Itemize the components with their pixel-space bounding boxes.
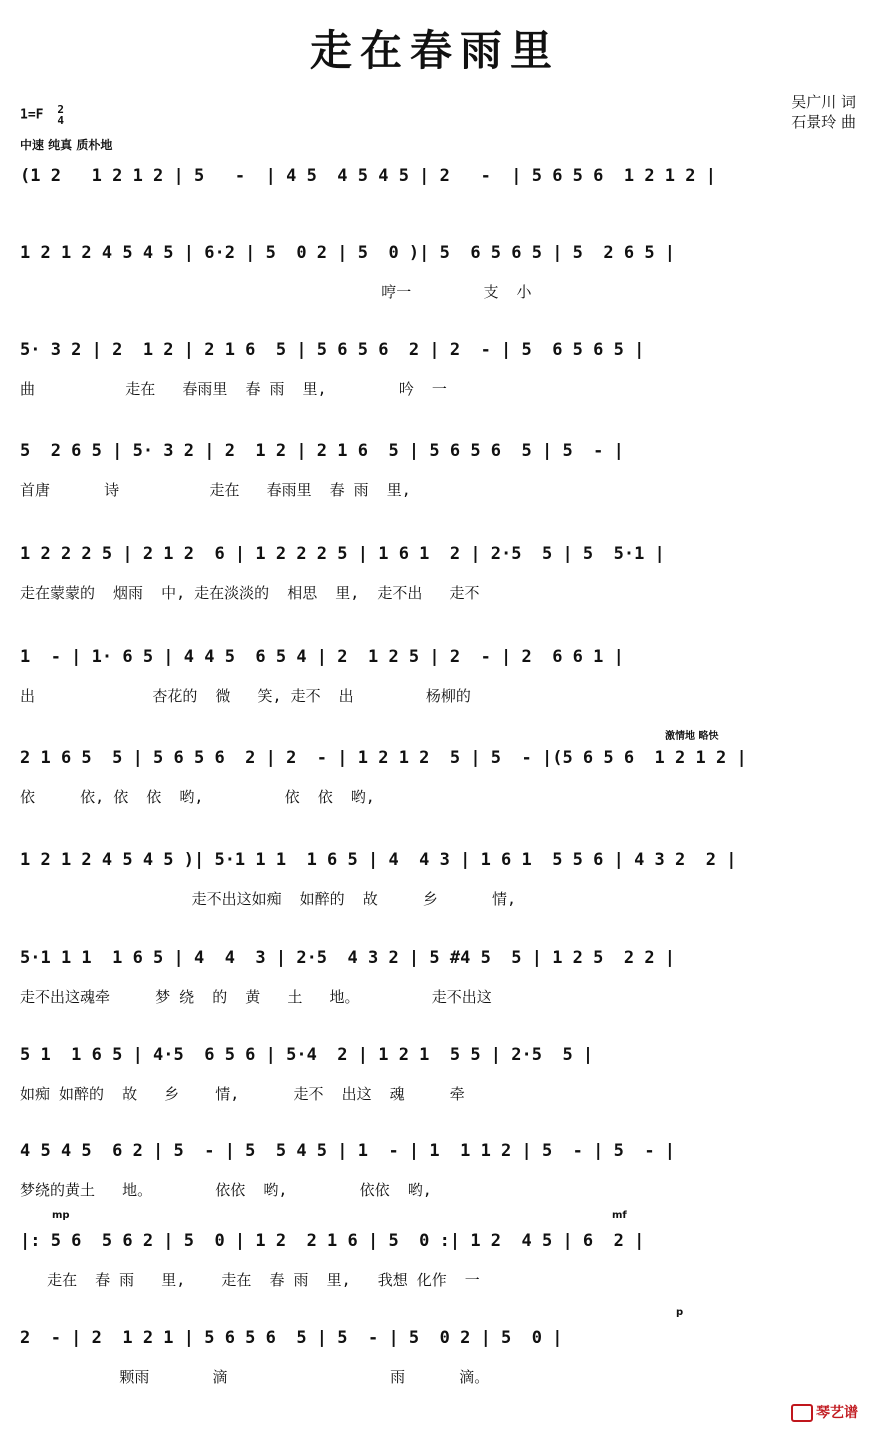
notation-line: 1 2 2 2 5 | 2 1 2 6 | 1 2 2 2 5 | 1 6 1 2 | 2·5 5 | 5 5·1 | xyxy=(20,544,665,564)
score-system xyxy=(20,1210,860,1318)
time-signature xyxy=(57,104,64,126)
lyric-line: 首唐 诗 走在 春雨里 春 雨 里, xyxy=(20,481,411,499)
score-system xyxy=(20,945,860,1035)
score-system xyxy=(20,1307,860,1415)
lyric-line: 哼一 支 小 xyxy=(20,283,532,301)
notation-line: 5 2 6 5 | 5· 3 2 | 2 1 2 | 2 1 6 5 | 5 6 5 6 5 | 5 - | xyxy=(20,441,624,461)
time-bottom: 4 xyxy=(57,114,64,127)
lyric-line: 曲 走在 春雨里 春 雨 里, 吟 一 xyxy=(20,380,447,398)
lyric-line: 出 杏花的 微 笑, 走不 出 杨柳的 xyxy=(20,687,471,705)
notation-line: 5· 3 2 | 2 1 2 | 2 1 6 5 | 5 6 5 6 2 | 2 - | 5 6 5 6 5 | xyxy=(20,340,645,360)
notation-line: 2 - | 2 1 2 1 | 5 6 5 6 5 | 5 - | 5 0 2 | 5 0 | xyxy=(20,1328,563,1348)
lyric-line: 走在蒙蒙的 烟雨 中, 走在淡淡的 相思 里, 走不出 走不 xyxy=(20,584,480,602)
lyric-line: 走在 春 雨 里, 走在 春 雨 里, 我想 化作 一 xyxy=(20,1271,480,1289)
score-system xyxy=(20,240,860,330)
time-top: 2 xyxy=(57,103,64,116)
logo-icon xyxy=(791,1404,813,1422)
notation-line: (1 2 1 2 1 2 | 5 - | 4 5 4 5 4 5 | 2 - | 5 6 5 6 1 2 1 2 | xyxy=(20,166,716,186)
score-system xyxy=(20,541,860,631)
notation-line: 5·1 1 1 1 6 5 | 4 4 3 | 2·5 4 3 2 | 5 #4 5 5 | 1 2 5 2 2 | xyxy=(20,948,676,968)
key-label: 1=F xyxy=(20,107,44,123)
lyric-line: 梦绕的黄土 地。 依依 哟, 依依 哟, xyxy=(20,1181,432,1199)
lyric-line: 走不出这魂牵 梦 绕 的 黄 土 地。 走不出这 xyxy=(20,988,492,1006)
score-system xyxy=(20,1138,860,1228)
score-system xyxy=(20,644,860,734)
notation-line: 1 2 1 2 4 5 4 5 )| 5·1 1 1 1 6 5 | 4 4 3 | 1 6 1 5 5 6 | 4 3 2 2 | xyxy=(20,850,737,870)
song-title: 走在春雨里 xyxy=(309,26,560,75)
score-system xyxy=(20,731,860,835)
dynamic-mf: mf xyxy=(612,1210,627,1221)
lyric-line: 走不出这如痴 如醉的 故 乡 情, xyxy=(20,890,517,908)
composer: 石景玲 曲 xyxy=(791,113,856,131)
lyricist: 吴广川 词 xyxy=(791,93,856,111)
notation-line: 2 1 6 5 5 | 5 6 5 6 2 | 2 - | 1 2 1 2 5 | 5 - |(5 6 5 6 1 2 1 2 | xyxy=(20,748,747,768)
lyric-line: 依 依, 依 依 哟, 依 依 哟, xyxy=(20,788,375,806)
lyric-line: 如痴 如醉的 故 乡 情, 走不 出这 魂 牵 xyxy=(20,1085,465,1103)
notation-line: 4 5 4 5 6 2 | 5 - | 5 5 4 5 | 1 - | 1 1 1 2 | 5 - | 5 - | xyxy=(20,1141,676,1161)
tempo-marking: 中速 纯真 质朴地 xyxy=(20,138,113,152)
notation-line: 5 1 1 6 5 | 4·5 6 5 6 | 5·4 2 | 1 2 1 5 5 | 2·5 5 | xyxy=(20,1045,594,1065)
notation-line: 1 - | 1· 6 5 | 4 4 5 6 5 4 | 2 1 2 5 | 2 - | 2 6 6 1 | xyxy=(20,647,624,667)
lyric-line: 颗雨 滴 雨 滴。 xyxy=(20,1368,490,1386)
tempo-change-marking: 激情地 略快 xyxy=(665,731,719,742)
notation-line: |: 5 6 5 6 2 | 5 0 | 1 2 2 1 6 | 5 0 :| 1 2 4 5 | 6 2 | xyxy=(20,1231,645,1251)
dynamic-mp: mp xyxy=(52,1210,70,1221)
score-system xyxy=(20,847,860,937)
score-system xyxy=(20,438,860,528)
score-system xyxy=(20,337,860,427)
key-signature xyxy=(20,104,64,126)
logo-text: 琴艺谱 xyxy=(816,1405,858,1421)
credits xyxy=(791,92,856,132)
site-logo xyxy=(791,1402,858,1422)
dynamic-p: p xyxy=(676,1307,684,1318)
score-system xyxy=(20,1042,860,1132)
notation-line: 1 2 1 2 4 5 4 5 | 6·2 | 5 0 2 | 5 0 )| 5 6 5 6 5 | 5 2 6 5 | xyxy=(20,243,676,263)
